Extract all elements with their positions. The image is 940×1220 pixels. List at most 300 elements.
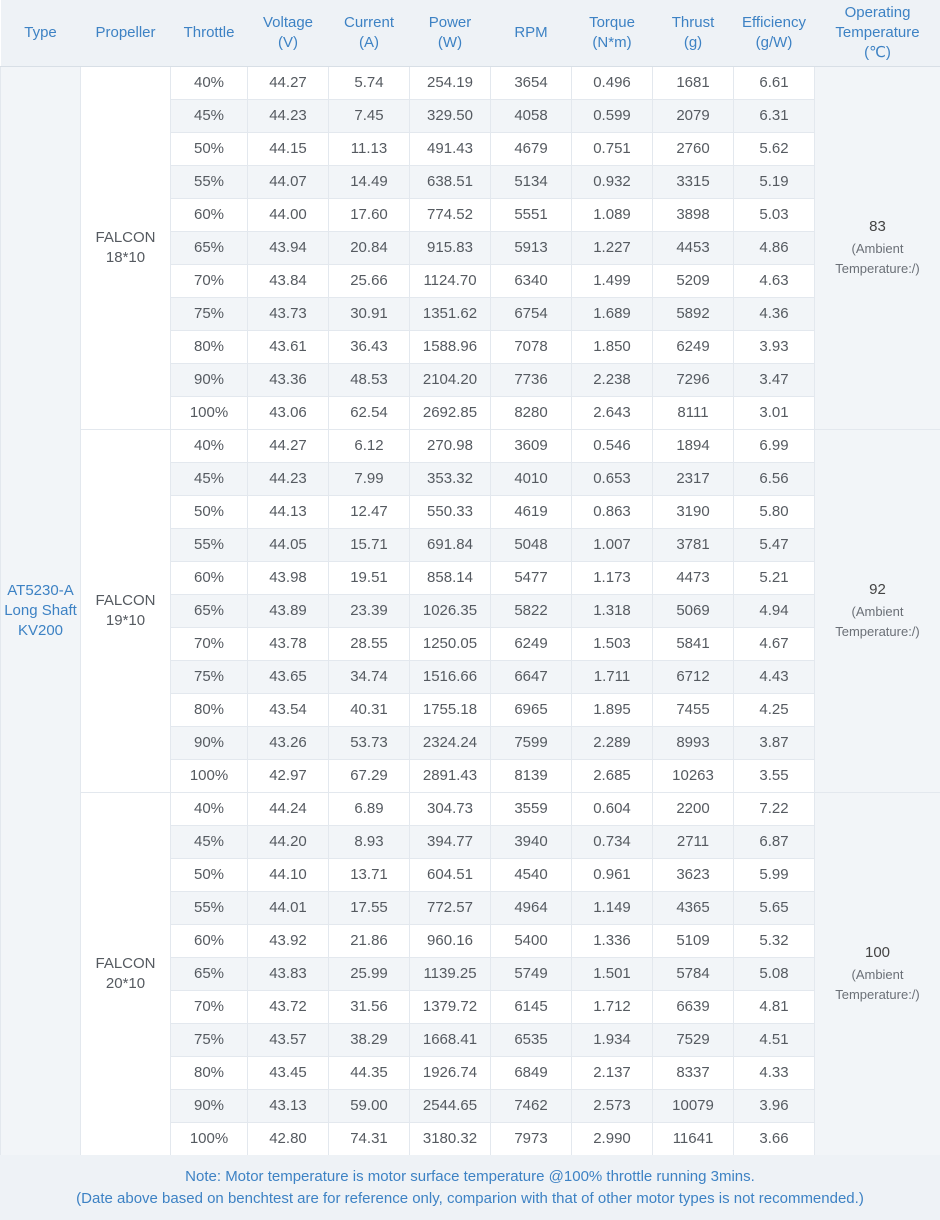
throttle-cell: 55%: [171, 166, 248, 199]
thrust-cell: 7455: [653, 694, 734, 727]
ambient-temperature-note: Temperature:/): [835, 624, 920, 639]
rpm-cell: 6647: [491, 661, 572, 694]
rpm-cell: 4679: [491, 133, 572, 166]
motor-type-cell: [1, 67, 81, 1156]
efficiency-cell: 6.31: [734, 100, 815, 133]
voltage-cell: 44.10: [248, 859, 329, 892]
rpm-cell: 7973: [491, 1123, 572, 1156]
efficiency-cell: 3.87: [734, 727, 815, 760]
power-cell: 3180.32: [410, 1123, 491, 1156]
voltage-cell: 44.27: [248, 67, 329, 100]
efficiency-cell: 4.25: [734, 694, 815, 727]
efficiency-cell: 5.65: [734, 892, 815, 925]
power-cell: 1351.62: [410, 298, 491, 331]
rpm-cell: 5749: [491, 958, 572, 991]
power-cell: 772.57: [410, 892, 491, 925]
header-row: [1, 0, 940, 67]
header-throttle: Throttle: [171, 0, 248, 67]
voltage-cell: 44.01: [248, 892, 329, 925]
thrust-cell: 10079: [653, 1090, 734, 1123]
torque-cell: 0.932: [572, 166, 653, 199]
current-cell: 44.35: [329, 1057, 410, 1090]
ambient-temperature-note: (Ambient: [851, 241, 904, 256]
thrust-cell: 2317: [653, 463, 734, 496]
power-cell: 254.19: [410, 67, 491, 100]
torque-cell: 0.751: [572, 133, 653, 166]
thrust-cell: 5892: [653, 298, 734, 331]
power-cell: 1588.96: [410, 331, 491, 364]
efficiency-cell: 5.03: [734, 199, 815, 232]
propeller-cell: [81, 793, 171, 1156]
power-cell: 1139.25: [410, 958, 491, 991]
current-cell: 11.13: [329, 133, 410, 166]
throttle-cell: 90%: [171, 727, 248, 760]
rpm-cell: 5400: [491, 925, 572, 958]
voltage-cell: 44.20: [248, 826, 329, 859]
voltage-cell: 43.94: [248, 232, 329, 265]
efficiency-cell: 4.86: [734, 232, 815, 265]
header-efficiency: Efficiency (g/W): [734, 0, 815, 67]
throttle-cell: 60%: [171, 199, 248, 232]
rpm-cell: 5551: [491, 199, 572, 232]
current-cell: 53.73: [329, 727, 410, 760]
thrust-cell: 1681: [653, 67, 734, 100]
efficiency-cell: 5.32: [734, 925, 815, 958]
footnote-line-2: (Date above based on benchtest are for reference only, comparion with that of other motor types is not recommended.): [76, 1190, 864, 1207]
voltage-cell: 43.78: [248, 628, 329, 661]
thrust-cell: 3623: [653, 859, 734, 892]
propeller-label: 18*10: [105, 249, 146, 266]
rpm-cell: 6340: [491, 265, 572, 298]
voltage-cell: 44.13: [248, 496, 329, 529]
power-cell: 774.52: [410, 199, 491, 232]
rpm-cell: 6754: [491, 298, 572, 331]
voltage-cell: 43.65: [248, 661, 329, 694]
voltage-cell: 44.23: [248, 463, 329, 496]
rpm-cell: 6145: [491, 991, 572, 1024]
throttle-cell: 90%: [171, 364, 248, 397]
torque-cell: 2.238: [572, 364, 653, 397]
torque-cell: 0.604: [572, 793, 653, 826]
torque-cell: 1.850: [572, 331, 653, 364]
efficiency-cell: 4.33: [734, 1057, 815, 1090]
throttle-cell: 50%: [171, 496, 248, 529]
efficiency-cell: 7.22: [734, 793, 815, 826]
rpm-cell: 6249: [491, 628, 572, 661]
throttle-cell: 100%: [171, 760, 248, 793]
header-current: Current (A): [329, 0, 410, 67]
header-rpm: RPM: [491, 0, 572, 67]
voltage-cell: 43.73: [248, 298, 329, 331]
power-cell: 2891.43: [410, 760, 491, 793]
voltage-cell: 43.72: [248, 991, 329, 1024]
voltage-cell: 42.97: [248, 760, 329, 793]
throttle-cell: 45%: [171, 826, 248, 859]
power-cell: 270.98: [410, 430, 491, 463]
throttle-cell: 80%: [171, 694, 248, 727]
voltage-cell: 43.98: [248, 562, 329, 595]
table-body: [1, 67, 940, 1156]
power-cell: 1755.18: [410, 694, 491, 727]
voltage-cell: 43.36: [248, 364, 329, 397]
thrust-cell: 8993: [653, 727, 734, 760]
ambient-temperature-note: (Ambient: [851, 967, 904, 982]
thrust-cell: 7296: [653, 364, 734, 397]
efficiency-cell: 4.51: [734, 1024, 815, 1057]
torque-cell: 2.990: [572, 1123, 653, 1156]
torque-cell: 1.227: [572, 232, 653, 265]
footnote: [0, 1155, 940, 1220]
thrust-cell: 7529: [653, 1024, 734, 1057]
voltage-cell: 43.92: [248, 925, 329, 958]
rpm-cell: 5913: [491, 232, 572, 265]
motor-type-line: AT5230-A: [7, 582, 74, 599]
rpm-cell: 4619: [491, 496, 572, 529]
torque-cell: 2.685: [572, 760, 653, 793]
current-cell: 28.55: [329, 628, 410, 661]
temperature-cell: [815, 793, 940, 1156]
power-cell: 1379.72: [410, 991, 491, 1024]
header-power: Power (W): [410, 0, 491, 67]
voltage-cell: 43.06: [248, 397, 329, 430]
voltage-cell: 43.89: [248, 595, 329, 628]
efficiency-cell: 6.61: [734, 67, 815, 100]
torque-cell: 1.173: [572, 562, 653, 595]
current-cell: 6.89: [329, 793, 410, 826]
rpm-cell: 3654: [491, 67, 572, 100]
motor-type-line: Long Shaft: [4, 602, 77, 619]
header-voltage: Voltage (V): [248, 0, 329, 67]
torque-cell: 1.089: [572, 199, 653, 232]
rpm-cell: 5477: [491, 562, 572, 595]
current-cell: 67.29: [329, 760, 410, 793]
torque-cell: 0.653: [572, 463, 653, 496]
throttle-cell: 80%: [171, 331, 248, 364]
throttle-cell: 40%: [171, 67, 248, 100]
current-cell: 20.84: [329, 232, 410, 265]
efficiency-cell: 6.99: [734, 430, 815, 463]
efficiency-cell: 3.47: [734, 364, 815, 397]
rpm-cell: 3609: [491, 430, 572, 463]
power-cell: 1926.74: [410, 1057, 491, 1090]
thrust-cell: 3190: [653, 496, 734, 529]
current-cell: 17.55: [329, 892, 410, 925]
thrust-cell: 2200: [653, 793, 734, 826]
rpm-cell: 5822: [491, 595, 572, 628]
power-cell: 394.77: [410, 826, 491, 859]
thrust-cell: 5209: [653, 265, 734, 298]
thrust-cell: 4473: [653, 562, 734, 595]
current-cell: 7.45: [329, 100, 410, 133]
propeller-label: FALCON: [95, 955, 156, 972]
efficiency-cell: 5.19: [734, 166, 815, 199]
current-cell: 74.31: [329, 1123, 410, 1156]
temperature-value: 92: [869, 581, 886, 598]
torque-cell: 2.573: [572, 1090, 653, 1123]
power-cell: 638.51: [410, 166, 491, 199]
current-cell: 17.60: [329, 199, 410, 232]
power-cell: 1516.66: [410, 661, 491, 694]
voltage-cell: 44.07: [248, 166, 329, 199]
footnote-line-1: Note: Motor temperature is motor surface temperature @100% throttle running 3mins.: [185, 1168, 755, 1185]
efficiency-cell: 4.94: [734, 595, 815, 628]
efficiency-cell: 3.01: [734, 397, 815, 430]
power-cell: 491.43: [410, 133, 491, 166]
voltage-cell: 44.27: [248, 430, 329, 463]
thrust-cell: 5841: [653, 628, 734, 661]
rpm-cell: 6535: [491, 1024, 572, 1057]
power-cell: 2324.24: [410, 727, 491, 760]
torque-cell: 0.599: [572, 100, 653, 133]
throttle-cell: 60%: [171, 562, 248, 595]
ambient-temperature-note: (Ambient: [851, 604, 904, 619]
table-row: [1, 430, 940, 463]
efficiency-cell: 5.80: [734, 496, 815, 529]
thrust-cell: 4453: [653, 232, 734, 265]
rpm-cell: 8139: [491, 760, 572, 793]
rpm-cell: 6965: [491, 694, 572, 727]
efficiency-cell: 4.63: [734, 265, 815, 298]
power-cell: 1250.05: [410, 628, 491, 661]
thrust-cell: 4365: [653, 892, 734, 925]
current-cell: 8.93: [329, 826, 410, 859]
voltage-cell: 43.54: [248, 694, 329, 727]
rpm-cell: 7736: [491, 364, 572, 397]
current-cell: 48.53: [329, 364, 410, 397]
throttle-cell: 70%: [171, 265, 248, 298]
efficiency-cell: 4.36: [734, 298, 815, 331]
throttle-cell: 65%: [171, 595, 248, 628]
efficiency-cell: 3.93: [734, 331, 815, 364]
power-cell: 304.73: [410, 793, 491, 826]
efficiency-cell: 6.87: [734, 826, 815, 859]
torque-cell: 0.546: [572, 430, 653, 463]
thrust-cell: 5784: [653, 958, 734, 991]
torque-cell: 1.007: [572, 529, 653, 562]
torque-cell: 1.712: [572, 991, 653, 1024]
thrust-cell: 6639: [653, 991, 734, 1024]
current-cell: 5.74: [329, 67, 410, 100]
current-cell: 7.99: [329, 463, 410, 496]
header-temperature: Operating Temperature (℃): [815, 0, 940, 67]
rpm-cell: 4540: [491, 859, 572, 892]
current-cell: 40.31: [329, 694, 410, 727]
current-cell: 6.12: [329, 430, 410, 463]
voltage-cell: 43.45: [248, 1057, 329, 1090]
rpm-cell: 6849: [491, 1057, 572, 1090]
current-cell: 25.66: [329, 265, 410, 298]
torque-cell: 1.499: [572, 265, 653, 298]
rpm-cell: 8280: [491, 397, 572, 430]
power-cell: 2104.20: [410, 364, 491, 397]
current-cell: 14.49: [329, 166, 410, 199]
power-cell: 1124.70: [410, 265, 491, 298]
voltage-cell: 42.80: [248, 1123, 329, 1156]
torque-cell: 2.137: [572, 1057, 653, 1090]
current-cell: 25.99: [329, 958, 410, 991]
torque-cell: 0.863: [572, 496, 653, 529]
power-cell: 353.32: [410, 463, 491, 496]
thrust-cell: 6712: [653, 661, 734, 694]
current-cell: 30.91: [329, 298, 410, 331]
torque-cell: 0.961: [572, 859, 653, 892]
torque-cell: 1.895: [572, 694, 653, 727]
efficiency-cell: 5.47: [734, 529, 815, 562]
power-cell: 2692.85: [410, 397, 491, 430]
power-cell: 960.16: [410, 925, 491, 958]
power-cell: 915.83: [410, 232, 491, 265]
rpm-cell: 4010: [491, 463, 572, 496]
current-cell: 59.00: [329, 1090, 410, 1123]
voltage-cell: 43.13: [248, 1090, 329, 1123]
ambient-temperature-note: Temperature:/): [835, 987, 920, 1002]
thrust-cell: 5069: [653, 595, 734, 628]
thrust-cell: 8337: [653, 1057, 734, 1090]
temperature-cell: [815, 430, 940, 793]
rpm-cell: 3559: [491, 793, 572, 826]
current-cell: 38.29: [329, 1024, 410, 1057]
throttle-cell: 65%: [171, 958, 248, 991]
thrust-cell: 8111: [653, 397, 734, 430]
current-cell: 21.86: [329, 925, 410, 958]
rpm-cell: 4964: [491, 892, 572, 925]
torque-cell: 1.711: [572, 661, 653, 694]
torque-cell: 0.496: [572, 67, 653, 100]
throttle-cell: 80%: [171, 1057, 248, 1090]
voltage-cell: 43.57: [248, 1024, 329, 1057]
throttle-cell: 55%: [171, 529, 248, 562]
temperature-value: 83: [869, 218, 886, 235]
current-cell: 34.74: [329, 661, 410, 694]
throttle-cell: 40%: [171, 793, 248, 826]
rpm-cell: 7599: [491, 727, 572, 760]
torque-cell: 1.501: [572, 958, 653, 991]
power-cell: 329.50: [410, 100, 491, 133]
thrust-cell: 3781: [653, 529, 734, 562]
throttle-cell: 70%: [171, 628, 248, 661]
throttle-cell: 50%: [171, 859, 248, 892]
throttle-cell: 60%: [171, 925, 248, 958]
rpm-cell: 7462: [491, 1090, 572, 1123]
thrust-cell: 2079: [653, 100, 734, 133]
thrust-cell: 3315: [653, 166, 734, 199]
thrust-cell: 1894: [653, 430, 734, 463]
current-cell: 19.51: [329, 562, 410, 595]
table-row: [1, 67, 940, 100]
throttle-cell: 45%: [171, 100, 248, 133]
voltage-cell: 44.15: [248, 133, 329, 166]
power-cell: 550.33: [410, 496, 491, 529]
torque-cell: 1.318: [572, 595, 653, 628]
thrust-cell: 11641: [653, 1123, 734, 1156]
temperature-value: 100: [864, 944, 891, 961]
torque-cell: 1.149: [572, 892, 653, 925]
throttle-cell: 100%: [171, 397, 248, 430]
voltage-cell: 43.61: [248, 331, 329, 364]
table-row: [1, 793, 940, 826]
torque-cell: 1.336: [572, 925, 653, 958]
efficiency-cell: 4.67: [734, 628, 815, 661]
propeller-cell: [81, 430, 171, 793]
ambient-temperature-note: Temperature:/): [835, 261, 920, 276]
throttle-cell: 75%: [171, 661, 248, 694]
throttle-cell: 55%: [171, 892, 248, 925]
throttle-cell: 65%: [171, 232, 248, 265]
torque-cell: 2.289: [572, 727, 653, 760]
efficiency-cell: 5.08: [734, 958, 815, 991]
propeller-label: FALCON: [95, 229, 156, 246]
thrust-cell: 2760: [653, 133, 734, 166]
propeller-label: 20*10: [105, 975, 146, 992]
torque-cell: 0.734: [572, 826, 653, 859]
thrust-cell: 6249: [653, 331, 734, 364]
header-type: Type: [1, 0, 81, 67]
efficiency-cell: 3.55: [734, 760, 815, 793]
throttle-cell: 45%: [171, 463, 248, 496]
efficiency-cell: 4.81: [734, 991, 815, 1024]
propeller-label: FALCON: [95, 592, 156, 609]
efficiency-cell: 6.56: [734, 463, 815, 496]
voltage-cell: 44.23: [248, 100, 329, 133]
current-cell: 36.43: [329, 331, 410, 364]
propeller-label: 19*10: [105, 612, 146, 629]
voltage-cell: 43.26: [248, 727, 329, 760]
rpm-cell: 3940: [491, 826, 572, 859]
power-cell: 691.84: [410, 529, 491, 562]
throttle-cell: 40%: [171, 430, 248, 463]
current-cell: 23.39: [329, 595, 410, 628]
throttle-cell: 75%: [171, 1024, 248, 1057]
throttle-cell: 90%: [171, 1090, 248, 1123]
rpm-cell: 5048: [491, 529, 572, 562]
thrust-cell: 3898: [653, 199, 734, 232]
torque-cell: 1.503: [572, 628, 653, 661]
throttle-cell: 75%: [171, 298, 248, 331]
torque-cell: 1.934: [572, 1024, 653, 1057]
voltage-cell: 43.83: [248, 958, 329, 991]
power-cell: 1668.41: [410, 1024, 491, 1057]
torque-cell: 2.643: [572, 397, 653, 430]
efficiency-cell: 5.21: [734, 562, 815, 595]
thrust-cell: 5109: [653, 925, 734, 958]
throttle-cell: 100%: [171, 1123, 248, 1156]
current-cell: 15.71: [329, 529, 410, 562]
header-thrust: Thrust (g): [653, 0, 734, 67]
voltage-cell: 43.84: [248, 265, 329, 298]
rpm-cell: 5134: [491, 166, 572, 199]
power-cell: 2544.65: [410, 1090, 491, 1123]
current-cell: 62.54: [329, 397, 410, 430]
efficiency-cell: 3.66: [734, 1123, 815, 1156]
temperature-cell: [815, 67, 940, 430]
efficiency-cell: 4.43: [734, 661, 815, 694]
thrust-cell: 10263: [653, 760, 734, 793]
torque-cell: 1.689: [572, 298, 653, 331]
header-torque: Torque (N*m): [572, 0, 653, 67]
power-cell: 604.51: [410, 859, 491, 892]
current-cell: 13.71: [329, 859, 410, 892]
thrust-cell: 2711: [653, 826, 734, 859]
rpm-cell: 4058: [491, 100, 572, 133]
current-cell: 31.56: [329, 991, 410, 1024]
voltage-cell: 44.00: [248, 199, 329, 232]
rpm-cell: 7078: [491, 331, 572, 364]
current-cell: 12.47: [329, 496, 410, 529]
efficiency-cell: 5.99: [734, 859, 815, 892]
propeller-cell: [81, 67, 171, 430]
throttle-cell: 70%: [171, 991, 248, 1024]
power-cell: 1026.35: [410, 595, 491, 628]
